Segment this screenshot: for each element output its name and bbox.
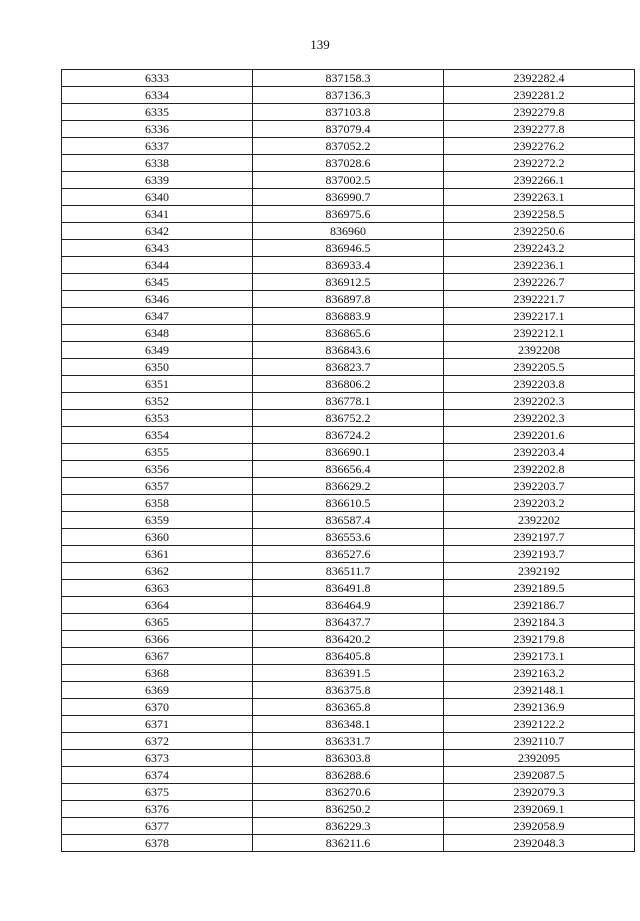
point-number-cell: 6342 (62, 223, 253, 240)
point-number-cell: 6336 (62, 121, 253, 138)
y-coordinate-cell: 2392276.2 (444, 138, 635, 155)
table-row (62, 597, 635, 614)
table-row (62, 70, 635, 87)
table-row (62, 835, 635, 852)
x-coordinate-cell: 836464.9 (253, 597, 444, 614)
table-row (62, 121, 635, 138)
x-coordinate-cell: 837158.3 (253, 70, 444, 87)
y-coordinate-cell: 2392179.8 (444, 631, 635, 648)
y-coordinate-cell: 2392186.7 (444, 597, 635, 614)
table-row (62, 104, 635, 121)
x-coordinate-cell: 836960 (253, 223, 444, 240)
point-number-cell: 6360 (62, 529, 253, 546)
x-coordinate-cell: 836883.9 (253, 308, 444, 325)
point-number-cell: 6370 (62, 699, 253, 716)
y-coordinate-cell: 2392236.1 (444, 257, 635, 274)
table-row (62, 750, 635, 767)
point-number-cell: 6353 (62, 410, 253, 427)
x-coordinate-cell: 836511.7 (253, 563, 444, 580)
y-coordinate-cell: 2392203.2 (444, 495, 635, 512)
y-coordinate-cell: 2392281.2 (444, 87, 635, 104)
point-number-cell: 6345 (62, 274, 253, 291)
y-coordinate-cell: 2392266.1 (444, 172, 635, 189)
table-row (62, 648, 635, 665)
y-coordinate-cell: 2392205.5 (444, 359, 635, 376)
x-coordinate-cell: 836629.2 (253, 478, 444, 495)
x-coordinate-cell: 836229.3 (253, 818, 444, 835)
x-coordinate-cell: 836843.6 (253, 342, 444, 359)
x-coordinate-cell: 836420.2 (253, 631, 444, 648)
x-coordinate-cell: 836587.4 (253, 512, 444, 529)
point-number-cell: 6358 (62, 495, 253, 512)
x-coordinate-cell: 836778.1 (253, 393, 444, 410)
point-number-cell: 6368 (62, 665, 253, 682)
y-coordinate-cell: 2392136.9 (444, 699, 635, 716)
table-row (62, 665, 635, 682)
point-number-cell: 6343 (62, 240, 253, 257)
x-coordinate-cell: 836491.8 (253, 580, 444, 597)
y-coordinate-cell: 2392173.1 (444, 648, 635, 665)
y-coordinate-cell: 2392208 (444, 342, 635, 359)
x-coordinate-cell: 837052.2 (253, 138, 444, 155)
point-number-cell: 6333 (62, 70, 253, 87)
point-number-cell: 6377 (62, 818, 253, 835)
point-number-cell: 6354 (62, 427, 253, 444)
x-coordinate-cell: 836375.8 (253, 682, 444, 699)
table-row (62, 580, 635, 597)
table-row (62, 682, 635, 699)
point-number-cell: 6372 (62, 733, 253, 750)
x-coordinate-cell: 836348.1 (253, 716, 444, 733)
x-coordinate-cell: 836553.6 (253, 529, 444, 546)
table-row (62, 614, 635, 631)
coordinates-table-body (62, 70, 635, 852)
point-number-cell: 6346 (62, 291, 253, 308)
y-coordinate-cell: 2392193.7 (444, 546, 635, 563)
x-coordinate-cell: 837028.6 (253, 155, 444, 172)
point-number-cell: 6335 (62, 104, 253, 121)
table-row (62, 155, 635, 172)
point-number-cell: 6356 (62, 461, 253, 478)
table-row (62, 325, 635, 342)
table-row (62, 733, 635, 750)
y-coordinate-cell: 2392226.7 (444, 274, 635, 291)
table-row (62, 716, 635, 733)
point-number-cell: 6357 (62, 478, 253, 495)
table-row (62, 359, 635, 376)
table-row (62, 376, 635, 393)
point-number-cell: 6339 (62, 172, 253, 189)
point-number-cell: 6351 (62, 376, 253, 393)
y-coordinate-cell: 2392048.3 (444, 835, 635, 852)
table-row (62, 818, 635, 835)
y-coordinate-cell: 2392201.6 (444, 427, 635, 444)
table-row (62, 274, 635, 291)
point-number-cell: 6376 (62, 801, 253, 818)
point-number-cell: 6349 (62, 342, 253, 359)
y-coordinate-cell: 2392279.8 (444, 104, 635, 121)
table-row (62, 631, 635, 648)
y-coordinate-cell: 2392203.8 (444, 376, 635, 393)
point-number-cell: 6378 (62, 835, 253, 852)
point-number-cell: 6350 (62, 359, 253, 376)
table-row (62, 529, 635, 546)
point-number-cell: 6338 (62, 155, 253, 172)
table-row (62, 767, 635, 784)
point-number-cell: 6373 (62, 750, 253, 767)
table-row (62, 342, 635, 359)
y-coordinate-cell: 2392217.1 (444, 308, 635, 325)
y-coordinate-cell: 2392203.7 (444, 478, 635, 495)
table-row (62, 512, 635, 529)
y-coordinate-cell: 2392202.3 (444, 410, 635, 427)
x-coordinate-cell: 836405.8 (253, 648, 444, 665)
y-coordinate-cell: 2392202.8 (444, 461, 635, 478)
x-coordinate-cell: 836823.7 (253, 359, 444, 376)
y-coordinate-cell: 2392058.9 (444, 818, 635, 835)
table-row (62, 291, 635, 308)
y-coordinate-cell: 2392250.6 (444, 223, 635, 240)
table-row (62, 393, 635, 410)
x-coordinate-cell: 836656.4 (253, 461, 444, 478)
table-row (62, 189, 635, 206)
x-coordinate-cell: 836437.7 (253, 614, 444, 631)
y-coordinate-cell: 2392258.5 (444, 206, 635, 223)
table-row (62, 87, 635, 104)
point-number-cell: 6341 (62, 206, 253, 223)
y-coordinate-cell: 2392079.3 (444, 784, 635, 801)
point-number-cell: 6366 (62, 631, 253, 648)
y-coordinate-cell: 2392069.1 (444, 801, 635, 818)
x-coordinate-cell: 837103.8 (253, 104, 444, 121)
y-coordinate-cell: 2392272.2 (444, 155, 635, 172)
point-number-cell: 6363 (62, 580, 253, 597)
x-coordinate-cell: 836250.2 (253, 801, 444, 818)
y-coordinate-cell: 2392203.4 (444, 444, 635, 461)
y-coordinate-cell: 2392243.2 (444, 240, 635, 257)
point-number-cell: 6359 (62, 512, 253, 529)
point-number-cell: 6375 (62, 784, 253, 801)
x-coordinate-cell: 836975.6 (253, 206, 444, 223)
x-coordinate-cell: 836990.7 (253, 189, 444, 206)
x-coordinate-cell: 836288.6 (253, 767, 444, 784)
point-number-cell: 6361 (62, 546, 253, 563)
point-number-cell: 6334 (62, 87, 253, 104)
y-coordinate-cell: 2392202.3 (444, 393, 635, 410)
x-coordinate-cell: 836865.6 (253, 325, 444, 342)
x-coordinate-cell: 837002.5 (253, 172, 444, 189)
y-coordinate-cell: 2392095 (444, 750, 635, 767)
table-row (62, 138, 635, 155)
point-number-cell: 6348 (62, 325, 253, 342)
point-number-cell: 6371 (62, 716, 253, 733)
point-number-cell: 6367 (62, 648, 253, 665)
x-coordinate-cell: 836270.6 (253, 784, 444, 801)
y-coordinate-cell: 2392087.5 (444, 767, 635, 784)
table-row (62, 257, 635, 274)
y-coordinate-cell: 2392282.4 (444, 70, 635, 87)
point-number-cell: 6362 (62, 563, 253, 580)
y-coordinate-cell: 2392212.1 (444, 325, 635, 342)
page-number: 139 (310, 37, 330, 52)
y-coordinate-cell: 2392189.5 (444, 580, 635, 597)
x-coordinate-cell: 837136.3 (253, 87, 444, 104)
y-coordinate-cell: 2392263.1 (444, 189, 635, 206)
table-row (62, 461, 635, 478)
table-row (62, 801, 635, 818)
table-row (62, 563, 635, 580)
x-coordinate-cell: 836610.5 (253, 495, 444, 512)
y-coordinate-cell: 2392197.7 (444, 529, 635, 546)
y-coordinate-cell: 2392277.8 (444, 121, 635, 138)
point-number-cell: 6365 (62, 614, 253, 631)
x-coordinate-cell: 836897.8 (253, 291, 444, 308)
x-coordinate-cell: 836365.8 (253, 699, 444, 716)
x-coordinate-cell: 836690.1 (253, 444, 444, 461)
y-coordinate-cell: 2392184.3 (444, 614, 635, 631)
y-coordinate-cell: 2392163.2 (444, 665, 635, 682)
table-row (62, 784, 635, 801)
x-coordinate-cell: 836806.2 (253, 376, 444, 393)
y-coordinate-cell: 2392192 (444, 563, 635, 580)
x-coordinate-cell: 836933.4 (253, 257, 444, 274)
table-row (62, 223, 635, 240)
table-row (62, 478, 635, 495)
point-number-cell: 6347 (62, 308, 253, 325)
y-coordinate-cell: 2392110.7 (444, 733, 635, 750)
x-coordinate-cell: 836724.2 (253, 427, 444, 444)
x-coordinate-cell: 836211.6 (253, 835, 444, 852)
table-row (62, 172, 635, 189)
point-number-cell: 6337 (62, 138, 253, 155)
x-coordinate-cell: 836946.5 (253, 240, 444, 257)
x-coordinate-cell: 836752.2 (253, 410, 444, 427)
point-number-cell: 6344 (62, 257, 253, 274)
x-coordinate-cell: 837079.4 (253, 121, 444, 138)
table-row (62, 410, 635, 427)
table-row (62, 308, 635, 325)
table-row (62, 206, 635, 223)
x-coordinate-cell: 836331.7 (253, 733, 444, 750)
x-coordinate-cell: 836527.6 (253, 546, 444, 563)
y-coordinate-cell: 2392202 (444, 512, 635, 529)
point-number-cell: 6369 (62, 682, 253, 699)
y-coordinate-cell: 2392148.1 (444, 682, 635, 699)
table-row (62, 495, 635, 512)
point-number-cell: 6352 (62, 393, 253, 410)
coordinates-table (61, 69, 635, 852)
y-coordinate-cell: 2392221.7 (444, 291, 635, 308)
table-row (62, 427, 635, 444)
table-row (62, 444, 635, 461)
point-number-cell: 6355 (62, 444, 253, 461)
point-number-cell: 6374 (62, 767, 253, 784)
table-row (62, 546, 635, 563)
point-number-cell: 6340 (62, 189, 253, 206)
x-coordinate-cell: 836391.5 (253, 665, 444, 682)
x-coordinate-cell: 836303.8 (253, 750, 444, 767)
table-row (62, 240, 635, 257)
point-number-cell: 6364 (62, 597, 253, 614)
table-row (62, 699, 635, 716)
x-coordinate-cell: 836912.5 (253, 274, 444, 291)
y-coordinate-cell: 2392122.2 (444, 716, 635, 733)
